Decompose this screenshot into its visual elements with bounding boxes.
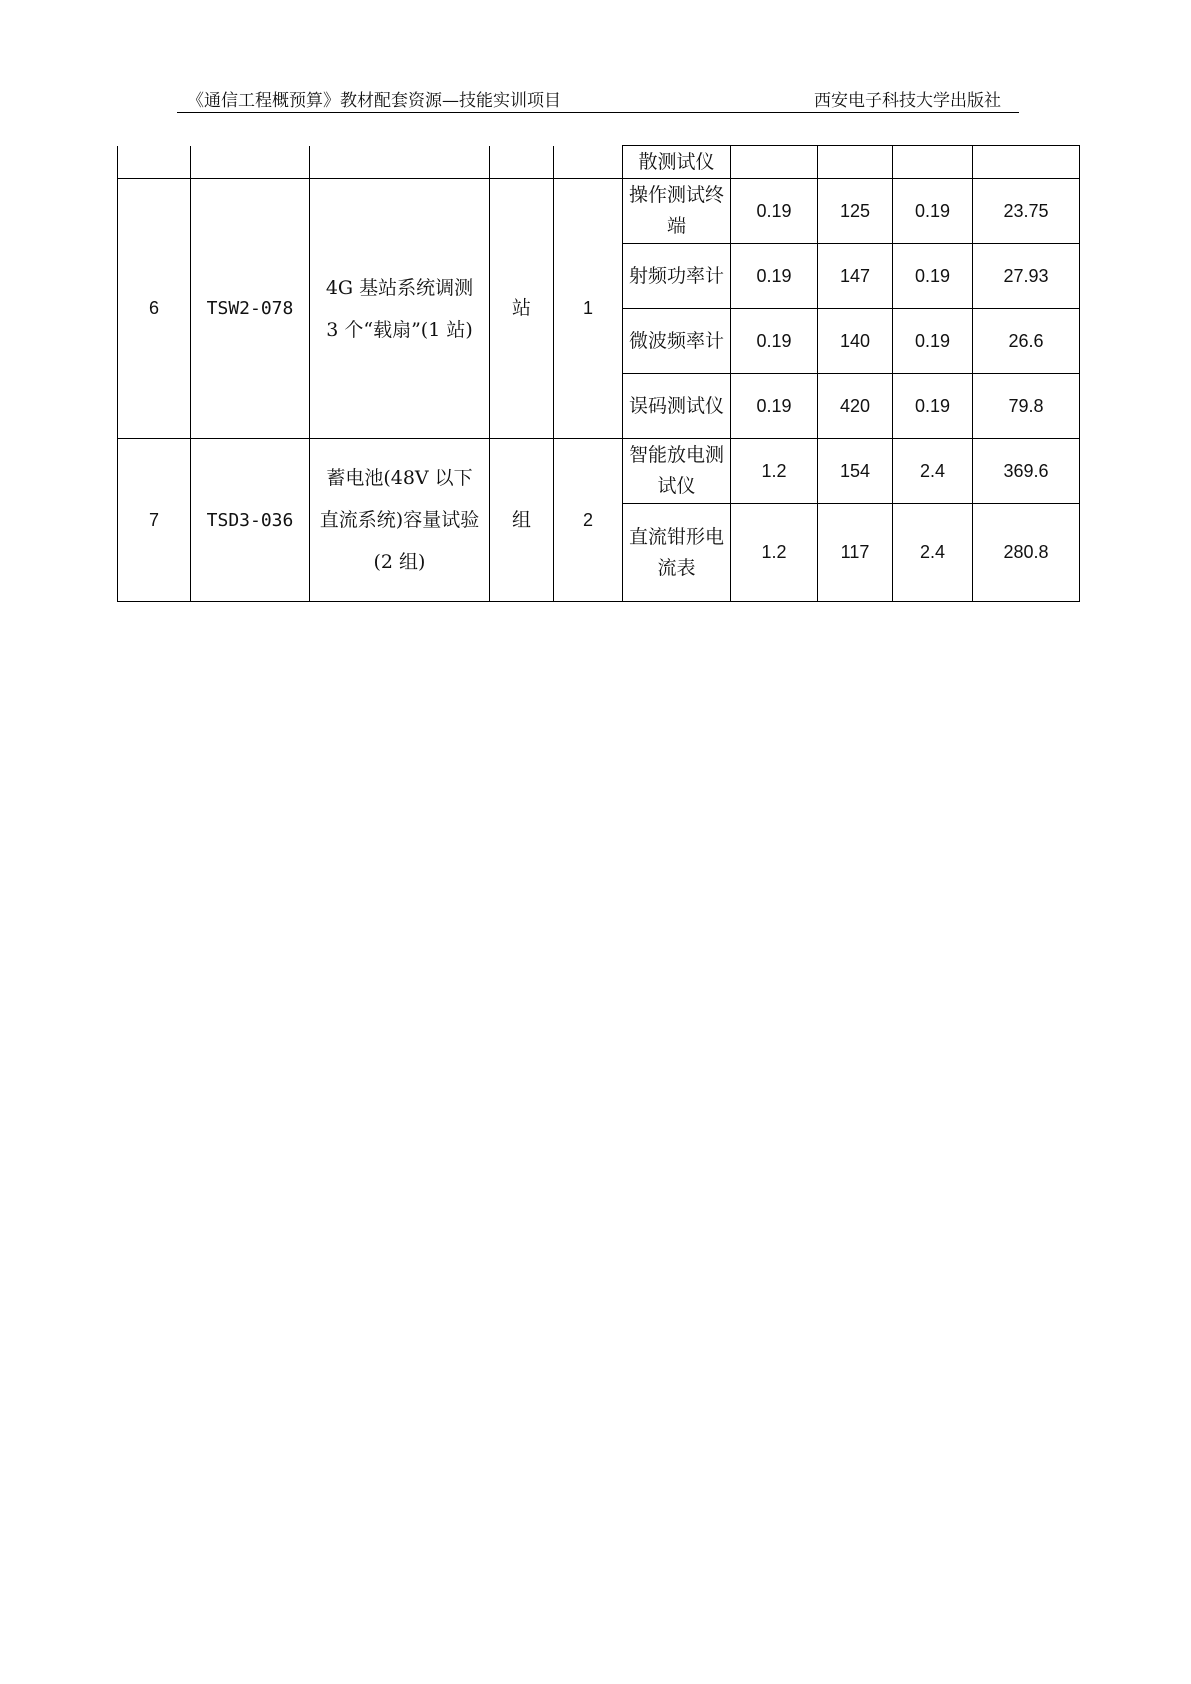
instrument-name: 操作测试终端 bbox=[623, 179, 731, 244]
table-cell bbox=[818, 146, 893, 179]
page-header bbox=[177, 82, 1019, 113]
value-cell: 0.19 bbox=[893, 374, 973, 439]
value-cell: 0.19 bbox=[731, 179, 818, 244]
instrument-name: 散测试仪 bbox=[623, 146, 731, 179]
value-cell: 2.4 bbox=[893, 439, 973, 504]
table-cell bbox=[191, 146, 310, 179]
value-cell: 0.19 bbox=[731, 374, 818, 439]
seq-number: 6 bbox=[118, 179, 191, 439]
instrument-name: 微波频率计 bbox=[623, 309, 731, 374]
value-cell: 125 bbox=[818, 179, 893, 244]
value-cell: 420 bbox=[818, 374, 893, 439]
instrument-name: 射频功率计 bbox=[623, 244, 731, 309]
table-row bbox=[118, 439, 1080, 504]
value-cell: 1.2 bbox=[731, 439, 818, 504]
table-cell bbox=[490, 146, 554, 179]
value-cell: 147 bbox=[818, 244, 893, 309]
table-row bbox=[118, 179, 1080, 244]
seq-number: 7 bbox=[118, 439, 191, 602]
instrument-name: 误码测试仪 bbox=[623, 374, 731, 439]
value-cell: 0.19 bbox=[893, 244, 973, 309]
value-cell: 117 bbox=[818, 504, 893, 602]
value-cell: 154 bbox=[818, 439, 893, 504]
table-cell bbox=[973, 146, 1080, 179]
quantity: 1 bbox=[554, 179, 623, 439]
table-cell bbox=[554, 146, 623, 179]
unit: 站 bbox=[490, 179, 554, 439]
item-name: 4G 基站系统调测 3 个“载扇”(1 站) bbox=[310, 179, 490, 439]
instrument-cost-table bbox=[117, 145, 1080, 602]
value-cell: 369.6 bbox=[973, 439, 1080, 504]
value-cell: 140 bbox=[818, 309, 893, 374]
value-cell: 280.8 bbox=[973, 504, 1080, 602]
quota-code: TSD3-036 bbox=[191, 439, 310, 602]
value-cell: 23.75 bbox=[973, 179, 1080, 244]
table-row bbox=[118, 146, 1080, 179]
table-cell bbox=[310, 146, 490, 179]
value-cell: 2.4 bbox=[893, 504, 973, 602]
value-cell: 27.93 bbox=[973, 244, 1080, 309]
value-cell: 0.19 bbox=[731, 244, 818, 309]
quota-code: TSW2-078 bbox=[191, 179, 310, 439]
table-cell bbox=[118, 146, 191, 179]
value-cell: 79.8 bbox=[973, 374, 1080, 439]
table-cell bbox=[893, 146, 973, 179]
value-cell: 1.2 bbox=[731, 504, 818, 602]
item-name: 蓄电池(48V 以下直流系统)容量试验(2 组) bbox=[310, 439, 490, 602]
quantity: 2 bbox=[554, 439, 623, 602]
value-cell: 26.6 bbox=[973, 309, 1080, 374]
value-cell: 0.19 bbox=[893, 179, 973, 244]
value-cell: 0.19 bbox=[893, 309, 973, 374]
table-cell bbox=[731, 146, 818, 179]
value-cell: 0.19 bbox=[731, 309, 818, 374]
instrument-name: 直流钳形电流表 bbox=[623, 504, 731, 602]
header-title: 《通信工程概预算》教材配套资源—技能实训项目 bbox=[187, 91, 561, 111]
header-publisher: 西安电子科技大学出版社 bbox=[814, 91, 1001, 111]
instrument-name: 智能放电测试仪 bbox=[623, 439, 731, 504]
unit: 组 bbox=[490, 439, 554, 602]
